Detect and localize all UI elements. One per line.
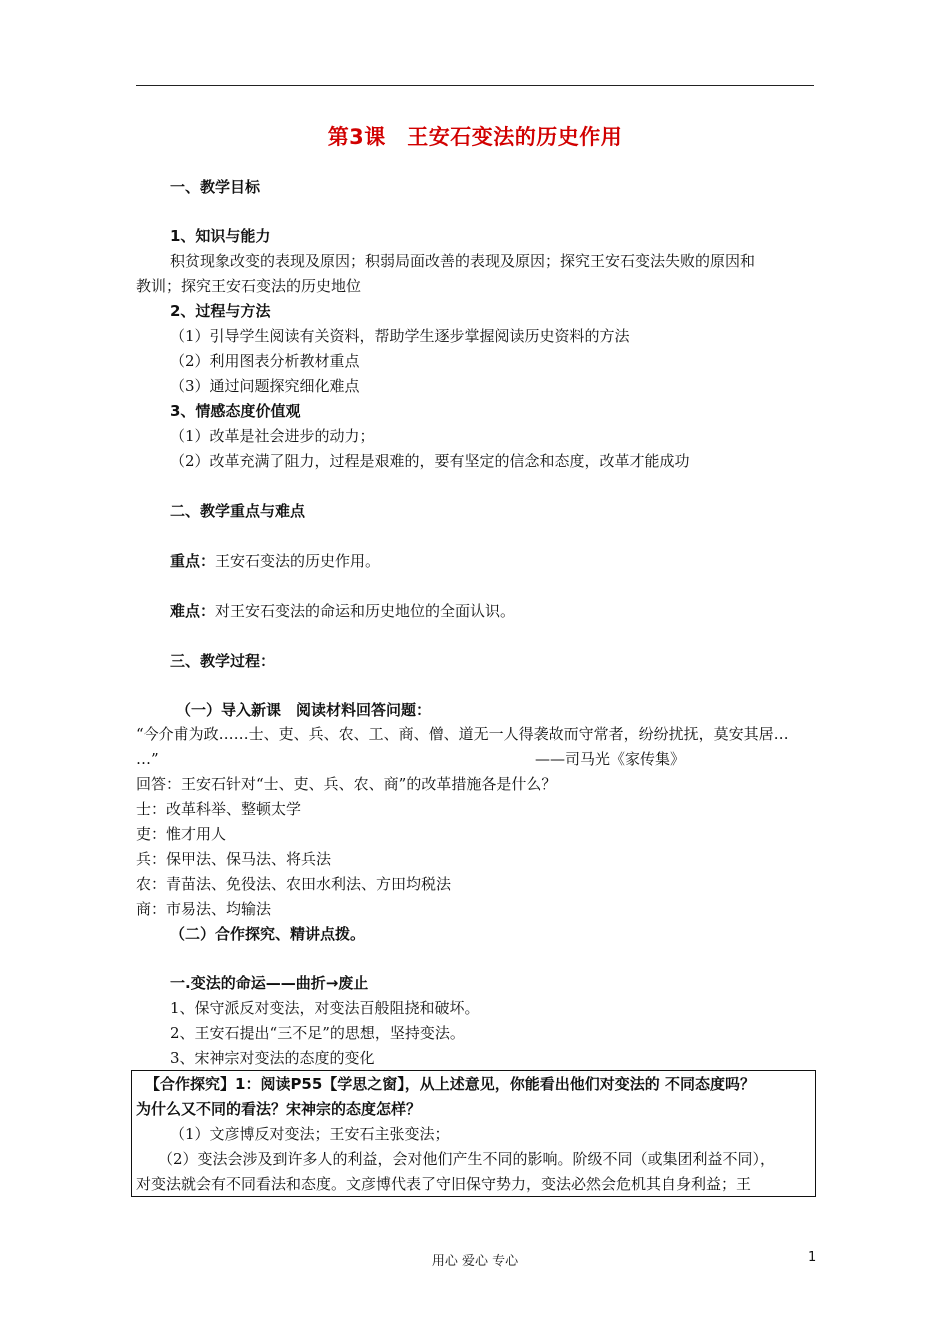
section-1-heading: 一、教学目标 <box>170 178 261 196</box>
fate-heading: 一.变法的命运——曲折→废止 <box>170 974 369 992</box>
fate-item: 2、王安石提出“三不足”的思想，坚持变法。 <box>170 1024 465 1042</box>
section-3-heading: 三、教学过程： <box>170 652 276 670</box>
inquiry-answer-1: （1）文彦博反对变法；王安石主张变法； <box>170 1125 450 1143</box>
lesson-title: 第3课 王安石变法的历史作用 <box>327 125 623 149</box>
process-item: （2）利用图表分析教材重点 <box>170 352 360 370</box>
footer-slogan: 用心 爱心 专心 <box>431 1254 519 1269</box>
difficult-point-text: 对王安石变法的命运和历史地位的全面认识。 <box>215 602 516 620</box>
answer-item: 吏：惟才用人 <box>136 825 227 843</box>
knowledge-text-line2: 教训；探究王安石变法的历史地位 <box>136 277 362 295</box>
question: 回答：王安石针对“士、吏、兵、农、商”的改革措施各是什么？ <box>136 775 557 793</box>
difficult-point <box>170 601 515 621</box>
answer-item: 兵：保甲法、保马法、将兵法 <box>136 850 332 868</box>
answer-item: 商：市易法、均输法 <box>136 900 272 918</box>
key-point <box>170 551 380 571</box>
values-item: （1）改革是社会进步的动力； <box>170 427 375 445</box>
process-item: （1）引导学生阅读有关资料，帮助学生逐步掌握阅读历史资料的方法 <box>170 327 630 345</box>
knowledge-text-line1: 积贫现象改变的表现及原因；积弱局面改善的表现及原因；探究王安石变法失败的原因和 <box>170 252 756 270</box>
fate-item: 1、保守派反对变法，对变法百般阻挠和破坏。 <box>170 999 480 1017</box>
answer-item: 士：改革科举、整顿太学 <box>136 800 302 818</box>
part-2-heading: （二）合作探究、精讲点拨。 <box>170 925 366 943</box>
inquiry-question-line1: 【合作探究】1：阅读P55【学思之窗】，从上述意见，你能看出他们对变法的 不同态度吗？ <box>145 1075 756 1093</box>
key-point-text: 王安石变法的历史作用。 <box>215 552 381 570</box>
inquiry-question-line2: 为什么又不同的看法？宋神宗的态度怎样？ <box>136 1100 422 1118</box>
process-item: （3）通过问题探究细化难点 <box>170 377 360 395</box>
quote-line2: …” <box>136 750 159 768</box>
difficult-point-label: 难点： <box>170 602 216 620</box>
key-point-label: 重点： <box>170 552 216 570</box>
header-rule <box>136 85 814 86</box>
quote-source: ——司马光《家传集》 <box>535 750 686 768</box>
inquiry-answer-2: （2）变法会涉及到许多人的利益，会对他们产生不同的影响。阶级不同（或集团利益不同）， <box>158 1150 776 1168</box>
quote-line1: “今介甫为政……士、吏、兵、农、工、商、僧、道无一人得袭故而守常者，纷纷扰抚，莫安其居… <box>136 725 789 743</box>
subsection-values: 3、情感态度价值观 <box>170 402 301 420</box>
subsection-process: 2、过程与方法 <box>170 302 271 320</box>
subsection-knowledge: 1、知识与能力 <box>170 227 271 245</box>
part-1-heading: （一）导入新课 阅读材料回答问题： <box>176 701 432 719</box>
section-2-heading: 二、教学重点与难点 <box>170 502 306 520</box>
fate-item: 3、宋神宗对变法的态度的变化 <box>170 1049 375 1067</box>
answer-item: 农：青苗法、免役法、农田水利法、方田均税法 <box>136 875 452 893</box>
page-number: 1 <box>808 1250 817 1265</box>
values-item: （2）改革充满了阻力，过程是艰难的，要有坚定的信念和态度，改革才能成功 <box>170 452 690 470</box>
inquiry-answer-3: 对变法就会有不同看法和态度。文彦博代表了守旧保守势力，变法必然会危机其自身利益；王 <box>136 1175 752 1193</box>
